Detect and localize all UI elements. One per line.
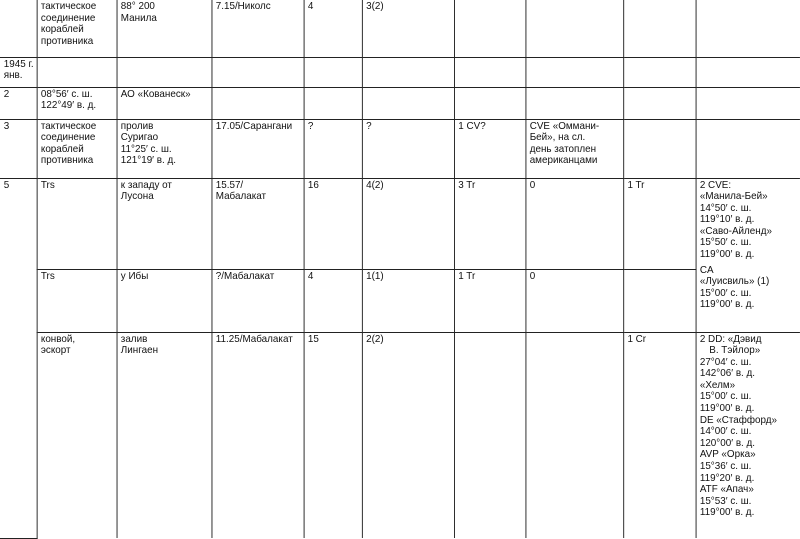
cell-location: 88° 200 Манила: [117, 0, 212, 57]
cell-target: тактическое соединение кораблей противника: [37, 0, 117, 57]
cell-details: 2 DD: «Дэвид В. Тэйлор» 27°04′ с. ш. 142°06′ в. д. «Хелм» 15°00′ с. ш. 119°00′ в. д. DE «Стаффорд» 14°00′ с. ш. 120°00′ в. д. AVP «Орка» 15°36′ с. ш. 119°20′ в. д. ATF «Апач» 15°53′ с. ш. 119°00′ в. д.: [696, 332, 800, 538]
cell-sunk: 1 Tr: [454, 269, 525, 332]
cell-time-base: ?/Мабалакат: [212, 269, 304, 332]
cell-details: 2 CVE: «Манила-Бей» 14°50′ с. ш. 119°10′ в. д. «Саво-Айленд» 15°50′ с. ш. 119°00′ в. д. CA «Луисвиль» (1) 15°00′ с. ш. 119°00′ в. д.: [696, 178, 800, 332]
cell-time-base: 17.05/Сарангани: [212, 119, 304, 178]
cell-target: тактическое соединение кораблей противника: [37, 119, 117, 178]
cell-target: Trs: [37, 269, 117, 332]
cell-sunk: 3 Tr: [454, 178, 525, 269]
cell-damaged: [623, 119, 695, 178]
cell-damaged: 1 Tr: [623, 178, 695, 269]
cell-sorties: 15: [304, 332, 362, 538]
table-row: [0, 178, 800, 269]
cell-details: [696, 0, 800, 57]
cell-notes: CVE «Оммани- Бей», на сл. день затоплен американцами: [525, 119, 623, 178]
cell-target: 08°56′ с. ш. 122°49′ в. д.: [37, 87, 117, 119]
table-row: [0, 332, 800, 538]
table-row: [0, 57, 800, 87]
cell-target: конвой, эскорт: [37, 332, 117, 538]
table-row: [0, 119, 800, 178]
cell-sunk: 1 CV?: [454, 119, 525, 178]
cell-hits: 2(2): [362, 332, 454, 538]
cell-location: у Ибы: [117, 269, 212, 332]
cell-date: 5: [0, 178, 37, 538]
cell-location: АО «Кованеск»: [117, 87, 212, 119]
cell-damaged: 1 Cr: [623, 332, 695, 538]
cell-notes: 0: [525, 269, 623, 332]
cell-notes: [525, 0, 623, 57]
cell-location: пролив Суригао 11°25′ с. ш. 121°19′ в. д.: [117, 119, 212, 178]
cell-hits: 3(2): [362, 0, 454, 57]
cell-notes: 0: [525, 178, 623, 269]
cell-sorties: 16: [304, 178, 362, 269]
cell-time-base: 11.25/Мабалакат: [212, 332, 304, 538]
cell-time-base: 7.15/Николс: [212, 0, 304, 57]
cell-target: Trs: [37, 178, 117, 269]
cell-date: 1945 г. янв.: [0, 57, 37, 87]
cell-time-base: 15.57/ Мабалакат: [212, 178, 304, 269]
cell-hits: ?: [362, 119, 454, 178]
cell-sunk: [454, 0, 525, 57]
cell-hits: 1(1): [362, 269, 454, 332]
cell-sorties: 4: [304, 0, 362, 57]
cell-sorties: 4: [304, 269, 362, 332]
cell-damaged: [623, 269, 695, 332]
cell-location: к западу от Лусона: [117, 178, 212, 269]
table-row: [0, 87, 800, 119]
cell-date: 3: [0, 119, 37, 178]
cell-date: 2: [0, 87, 37, 119]
cell-sunk: [454, 332, 525, 538]
table-row: [0, 269, 800, 332]
cell-notes: [525, 332, 623, 538]
cell-location: залив Лингаен: [117, 332, 212, 538]
table-row: [0, 0, 800, 57]
cell-details: [696, 119, 800, 178]
cell-sorties: ?: [304, 119, 362, 178]
cell-hits: 4(2): [362, 178, 454, 269]
cell-damaged: [623, 0, 695, 57]
cell-date: [0, 0, 37, 57]
